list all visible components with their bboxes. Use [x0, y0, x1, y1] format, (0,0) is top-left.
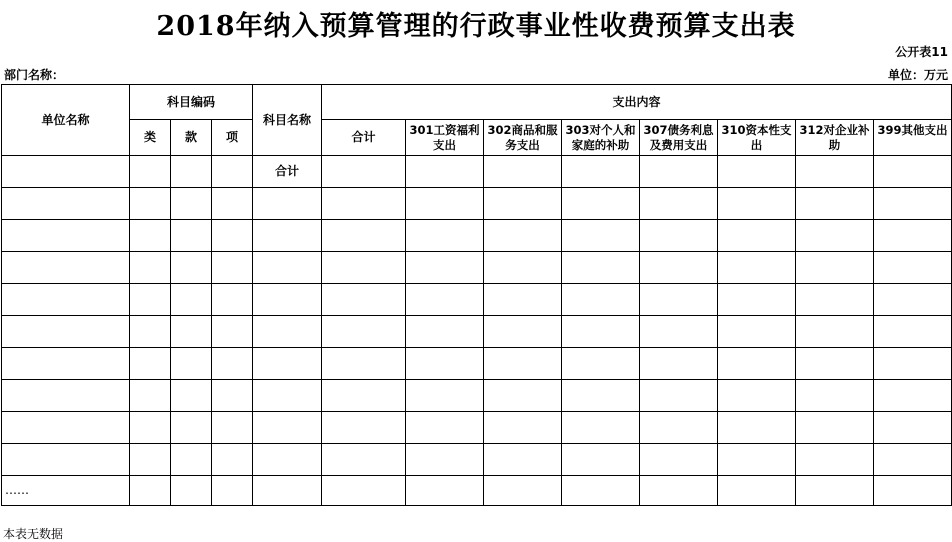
table-cell: [253, 220, 322, 252]
table-cell: [406, 380, 484, 412]
table-cell: [2, 412, 130, 444]
table-cell: [640, 444, 718, 476]
table-cell: [796, 412, 874, 444]
table-cell: [212, 444, 253, 476]
table-cell: [406, 188, 484, 220]
table-cell: [406, 476, 484, 506]
table-cell: [484, 284, 562, 316]
table-cell: [718, 412, 796, 444]
table-cell: [562, 380, 640, 412]
table-cell: [640, 284, 718, 316]
table-cell: [130, 156, 171, 188]
table-cell: [562, 412, 640, 444]
table-cell: [484, 476, 562, 506]
table-cell: [406, 252, 484, 284]
table-cell: [796, 284, 874, 316]
header-class: 类: [130, 120, 171, 156]
table-cell: [406, 284, 484, 316]
table-cell: [212, 316, 253, 348]
table-cell: [718, 188, 796, 220]
footnote: 本表无数据: [3, 527, 64, 541]
table-cell: [322, 284, 406, 316]
table-cell: [640, 380, 718, 412]
header-303: 303对个人和家庭的补助: [565, 122, 636, 152]
table-row: [2, 380, 952, 412]
table-cell: [212, 252, 253, 284]
table-cell: [130, 476, 171, 506]
table-cell: [484, 252, 562, 284]
table-cell: [130, 284, 171, 316]
table-cell: [2, 380, 130, 412]
table-cell: [253, 380, 322, 412]
table-cell: [562, 252, 640, 284]
table-cell: [2, 316, 130, 348]
table-cell: [484, 316, 562, 348]
header-section: 款: [171, 120, 212, 156]
table-cell: [406, 316, 484, 348]
table-cell: [796, 316, 874, 348]
header-item: 项: [212, 120, 253, 156]
table-cell: [874, 316, 952, 348]
table-cell: [718, 348, 796, 380]
unit-label: 单位：万元: [887, 68, 948, 82]
table-cell: [130, 316, 171, 348]
table-cell: [874, 252, 952, 284]
table-cell: [562, 156, 640, 188]
table-cell: [406, 444, 484, 476]
table-cell: [171, 348, 212, 380]
table-row: [2, 316, 952, 348]
header-subject-code: 科目编码: [130, 85, 253, 120]
table-cell: [171, 220, 212, 252]
header-302: 302商品和服务支出: [487, 122, 558, 152]
table-cell: [796, 220, 874, 252]
table-cell: [130, 252, 171, 284]
total-row-label: 合计: [253, 156, 322, 188]
table-cell: [640, 252, 718, 284]
table-cell: [562, 444, 640, 476]
table-cell: [562, 220, 640, 252]
budget-table: [1, 84, 952, 506]
table-cell: [2, 220, 130, 252]
table-cell: [322, 476, 406, 506]
table-cell: [322, 156, 406, 188]
table-cell: [130, 348, 171, 380]
table-cell: [406, 220, 484, 252]
table-cell: [2, 444, 130, 476]
table-cell: [2, 156, 130, 188]
table-cell: [640, 348, 718, 380]
table-cell: [562, 476, 640, 506]
table-cell: [874, 220, 952, 252]
table-cell: [253, 444, 322, 476]
table-cell: [718, 284, 796, 316]
table-cell: [2, 284, 130, 316]
table-cell: [796, 188, 874, 220]
table-cell: [171, 252, 212, 284]
table-cell: [484, 348, 562, 380]
table-cell: [484, 220, 562, 252]
table-cell: [322, 444, 406, 476]
table-cell: [171, 284, 212, 316]
table-cell: [130, 380, 171, 412]
table-cell: [322, 316, 406, 348]
table-cell: [212, 188, 253, 220]
table-cell: [212, 412, 253, 444]
table-cell: [484, 412, 562, 444]
table-cell: [171, 444, 212, 476]
table-cell: [484, 380, 562, 412]
table-cell: [640, 156, 718, 188]
table-cell: [562, 284, 640, 316]
table-cell: [484, 156, 562, 188]
table-cell: [322, 252, 406, 284]
table-cell: [406, 156, 484, 188]
table-cell: [718, 220, 796, 252]
header-expense-content: 支出内容: [322, 85, 952, 120]
table-cell: [130, 412, 171, 444]
header-subject-name: 科目名称: [253, 85, 322, 156]
table-cell: [640, 476, 718, 506]
table-cell: [322, 188, 406, 220]
table-cell: [253, 316, 322, 348]
table-cell: [874, 348, 952, 380]
table-cell: [171, 156, 212, 188]
table-cell: [253, 476, 322, 506]
header-310: 310资本性支出: [721, 122, 792, 152]
table-cell: [562, 348, 640, 380]
table-cell: [874, 444, 952, 476]
table-cell: [212, 220, 253, 252]
table-cell: [874, 412, 952, 444]
table-cell: [484, 444, 562, 476]
header-total: 合计: [322, 120, 406, 156]
header-307: 307债务利息及费用支出: [643, 122, 714, 152]
table-cell: [796, 252, 874, 284]
table-row: [2, 188, 952, 220]
table-cell: [874, 188, 952, 220]
table-cell: [171, 188, 212, 220]
table-cell: [2, 348, 130, 380]
table-cell: [796, 476, 874, 506]
table-cell: [212, 348, 253, 380]
table-cell: [718, 380, 796, 412]
page-title: 2018年纳入预算管理的行政事业性收费预算支出表: [156, 11, 796, 42]
table-cell: [322, 380, 406, 412]
table-cell: [171, 476, 212, 506]
ellipsis-cell: ……: [2, 476, 130, 506]
table-cell: [718, 156, 796, 188]
table-cell: [130, 188, 171, 220]
table-row: [2, 284, 952, 316]
table-row-total: [2, 156, 952, 188]
table-cell: [171, 316, 212, 348]
table-cell: [874, 476, 952, 506]
table-cell: [718, 316, 796, 348]
table-cell: [322, 348, 406, 380]
table-cell: [484, 188, 562, 220]
table-cell: [253, 252, 322, 284]
table-cell: [212, 476, 253, 506]
table-cell: [130, 220, 171, 252]
table-cell: [796, 444, 874, 476]
table-cell: [2, 252, 130, 284]
table-cell: [322, 412, 406, 444]
table-cell: [718, 252, 796, 284]
table-cell: [253, 412, 322, 444]
table-cell: [640, 220, 718, 252]
table-cell: [640, 188, 718, 220]
table-cell: [562, 316, 640, 348]
table-id: 公开表11: [895, 45, 948, 59]
table-row: [2, 348, 952, 380]
table-row-ellipsis: [2, 476, 952, 506]
table-cell: [212, 380, 253, 412]
table-cell: [253, 348, 322, 380]
table-cell: [718, 444, 796, 476]
table-cell: [212, 284, 253, 316]
table-cell: [253, 188, 322, 220]
table-cell: [718, 476, 796, 506]
table-cell: [212, 156, 253, 188]
table-cell: [874, 156, 952, 188]
table-row: [2, 412, 952, 444]
table-cell: [171, 380, 212, 412]
table-cell: [796, 156, 874, 188]
header-unit-name: 单位名称: [2, 85, 130, 156]
table-row: [2, 220, 952, 252]
table-cell: [796, 348, 874, 380]
table-cell: [874, 284, 952, 316]
table-cell: [2, 188, 130, 220]
table-cell: [130, 444, 171, 476]
header-399: 399其他支出: [877, 122, 948, 137]
header-312: 312对企业补助: [799, 122, 870, 152]
table-cell: [406, 348, 484, 380]
table-row: [2, 444, 952, 476]
table-cell: [322, 220, 406, 252]
table-cell: [796, 380, 874, 412]
table-cell: [562, 188, 640, 220]
table-cell: [253, 284, 322, 316]
table-cell: [640, 412, 718, 444]
table-cell: [406, 412, 484, 444]
table-cell: [874, 380, 952, 412]
department-label: 部门名称：: [4, 68, 65, 82]
table-cell: [640, 316, 718, 348]
table-row: [2, 252, 952, 284]
header-301: 301工资福利支出: [409, 122, 480, 152]
table-cell: [171, 412, 212, 444]
